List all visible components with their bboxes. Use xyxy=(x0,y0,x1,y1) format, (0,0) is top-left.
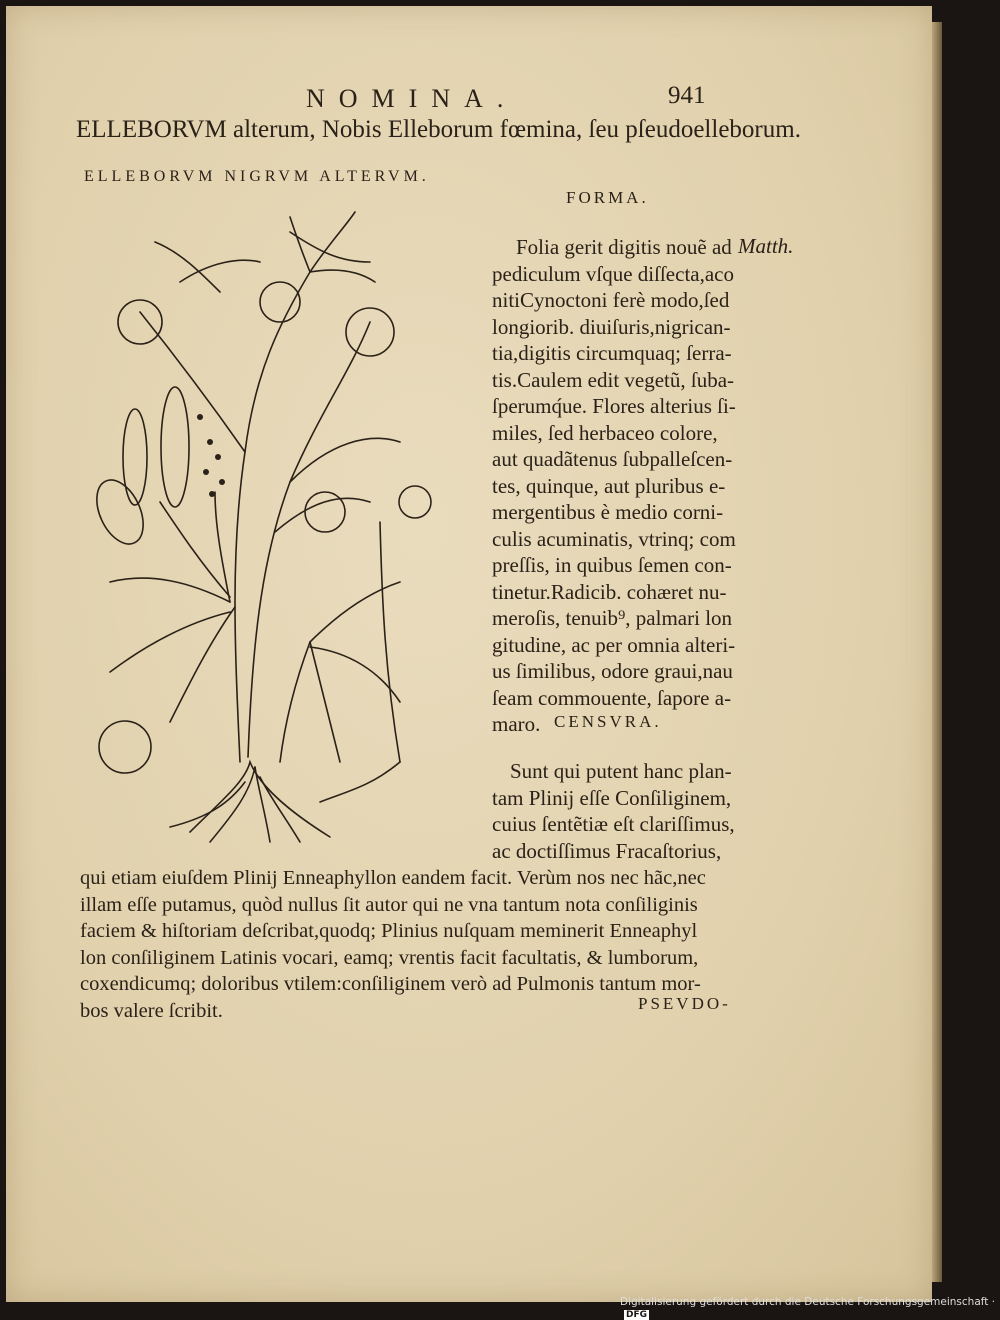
text-line: tis.Caulem edit vegetũ, ſuba- xyxy=(492,367,735,392)
text-line: miles, ſed herbaceo colore, xyxy=(492,420,718,445)
margin-note: Matth. xyxy=(738,234,794,258)
text-line: Folia gerit digitis nouẽ ad xyxy=(516,235,732,259)
text-line: Sunt qui putent hanc plan- xyxy=(510,759,732,783)
text-line: lon conſiliginem Latinis vocari, eamq; vrentis facit facultatis, & lumborum, xyxy=(80,946,699,969)
catchword: PSEVDO- xyxy=(638,994,731,1013)
text-line: aut quadãtenus ſubpalleſcen- xyxy=(492,447,733,471)
text-line: coxendicumq; doloribus vtilem:conſiliginem verò ad Pulmonis tantum mor- xyxy=(80,973,701,995)
text-line: culis acuminatis, vtrinq; com xyxy=(492,526,736,551)
text-line: preſſis, in quibus ſemen con- xyxy=(492,553,732,577)
page-title: ELLEBORVM alterum, Nobis Elleborum fœmina, ſeu pſeudoelleborum. xyxy=(76,116,801,143)
illustration-caption: ELLEBORVM NIGRVM ALTERVM. xyxy=(84,168,430,185)
page-number: 941 xyxy=(668,82,706,109)
forma-text xyxy=(492,234,736,738)
book-page xyxy=(6,6,932,1302)
censura-text xyxy=(492,758,735,864)
text-line: tinetur.Radicib. cohæret nu- xyxy=(492,579,727,604)
section-heading-forma: FORMA. xyxy=(566,188,649,207)
text-line: cuius ſentẽtiæ eſt clariſſimus, xyxy=(492,812,735,836)
dfg-logo: DFG xyxy=(626,1310,648,1320)
text-line: ſeam commouente, ſapore a- xyxy=(492,685,732,710)
text-line: tia,digitis circumquaq; ſerra- xyxy=(492,341,732,365)
text-line: illam eſſe putamus, quòd nullus ſit autor qui ne vna tantum nota conſiliginis xyxy=(80,893,698,916)
page-edge xyxy=(932,22,942,1282)
text-line: mergentibus è medio corni- xyxy=(492,500,724,524)
section-heading-censura: CENSVRA. xyxy=(554,712,662,731)
censura-text-full xyxy=(80,865,706,1024)
text-line: ſperumq́ue. Flores alterius ſi- xyxy=(492,394,736,418)
woodcut-plant-illustration xyxy=(70,202,450,852)
text-line: us ſimilibus, odore graui,nau xyxy=(492,659,733,683)
text-line: pediculum vſque diſſecta,aco xyxy=(492,261,734,286)
text-line: gitudine, ac per omnia alteri- xyxy=(492,632,736,657)
text-line: tam Plinij eſſe Conſiliginem, xyxy=(492,785,732,810)
running-head: NOMINA. xyxy=(306,84,518,113)
text-line: longiorib. diuiſuris,nigrican- xyxy=(492,314,731,339)
text-line: meroſis, tenuib⁹, palmari lon xyxy=(492,606,733,630)
text-line: tes, quinque, aut pluribus e- xyxy=(492,473,726,498)
text-line: qui etiam eiuſdem Plinij Enneaphyllon eandem facit. Verùm nos nec hãc,nec xyxy=(80,867,706,889)
footer-text: Digitalisierung gefördert durch die Deutsche Forschungsgemeinschaft xyxy=(620,1296,989,1308)
digitization-footer: Digitalisierung gefördert durch die Deutsche Forschungsgemeinschaft · DFG xyxy=(620,1296,996,1320)
text-line: ac doctiſſimus Fracaſtorius, xyxy=(492,838,722,863)
text-line: nitiCynoctoni ferè modo,ſed xyxy=(492,288,730,312)
text-line: maro. xyxy=(492,712,541,736)
text-line: faciem & hiſtoriam deſcribat,quodq; Plinius nuſquam meminerit Enneaphyl xyxy=(80,920,698,942)
text-line: bos valere ſcribit. xyxy=(80,999,223,1022)
